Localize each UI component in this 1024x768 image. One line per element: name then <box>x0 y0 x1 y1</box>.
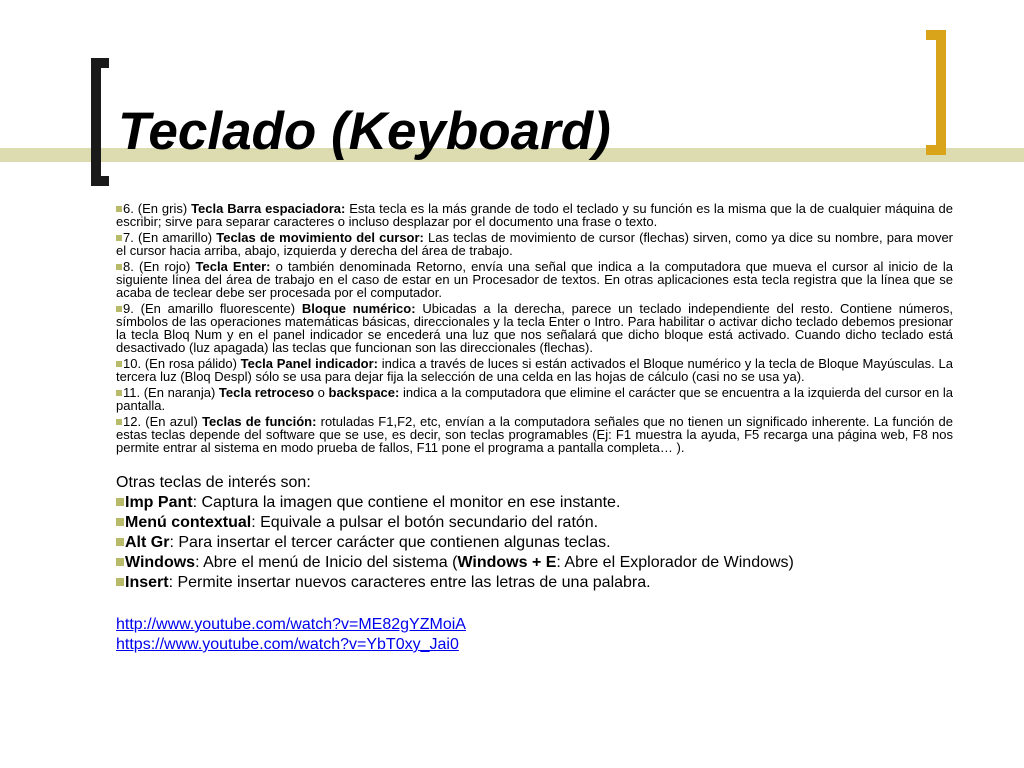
list-item: 10. (En rosa pálido) Tecla Panel indicador: indica a través de luces si están activados el Bloque numérico y la tecla de Bloque Mayúsculas. La tercera luz (Bloq Despl) sólo se usa para dejar fija la selección de una celda en las hojas de cálculo (casi no se usa ya). <box>116 356 953 384</box>
bullet-icon <box>116 264 122 270</box>
list-item: Menú contextual: Equivale a pulsar el botón secundario del ratón. <box>116 513 953 533</box>
bullet-icon <box>116 206 122 212</box>
list-item: 11. (En naranja) Tecla retroceso o backspace: indica a la computadora que elimine el carácter que se encuentra a la izquierda del cursor en la pantalla. <box>116 385 953 413</box>
bullet-icon <box>116 558 124 566</box>
page-title: Teclado (Keyboard) <box>118 102 611 161</box>
youtube-link-2[interactable]: https://www.youtube.com/watch?v=YbT0xy_Jai0 <box>116 636 459 653</box>
bullet-icon <box>116 306 122 312</box>
left-bracket-decoration <box>91 58 109 186</box>
list-item: 7. (En amarillo) Teclas de movimiento del cursor: Las teclas de movimiento de cursor (flechas) sirven, como ya dice su nombre, para mover el cursor hacia arriba, abajo, izquierda y derecha del área de trabajo. <box>116 230 954 258</box>
video-links <box>116 615 953 655</box>
list-item: 9. (En amarillo fluorescente) Bloque numérico: Ubicadas a la derecha, parece un teclado independiente del resto. Contiene números, símbolos de las operaciones matemáticas básicas, direccionales y la tecla Enter o Intro. Para habilitar o activar dicho teclado debemos presionar la tecla Bloq Num y en el panel indicador se encederá una luz que nos señalará que dicho bloque está activado. Cuando dicho teclado está desactivado (luz apagada) las teclas que funcionan son las direccionales (flechas). <box>116 301 953 355</box>
list-item: 6. (En gris) Tecla Barra espaciadora: Esta tecla es la más grande de todo el teclado y su función es la misma que la de cualquier máquina de escribir; sirve para separar caracteres o incluso desplazar por el documento una frase o texto. <box>116 201 954 229</box>
other-keys-heading: Otras teclas de interés son: <box>116 474 311 491</box>
list-item: 12. (En azul) Teclas de función: rotuladas F1,F2, etc, envían a la computadora señales que no tienen un significado inherente. La función de estas teclas depende del software que se use, es decir, son teclas programables (Ej: F1 muestra la ayuda, F5 recarga una página web, F8 nos permite entrar al sistema en modo prueba de fallos, F11 pone el programa a pantalla completa… ). <box>116 414 953 455</box>
bullet-icon <box>116 235 122 241</box>
bullet-icon <box>116 390 122 396</box>
list-item: Alt Gr: Para insertar el tercer carácter que contienen algunas teclas. <box>116 533 953 553</box>
list-item: Insert: Permite insertar nuevos caracteres entre las letras de una palabra. <box>116 573 953 593</box>
youtube-link-1[interactable]: http://www.youtube.com/watch?v=ME82gYZMoiA <box>116 616 466 633</box>
list-item: 8. (En rojo) Tecla Enter: o también denominada Retorno, envía una señal que indica a la computadora que mueva el cursor al inicio de la siguiente línea del área de trabajo en el caso de estar en un Procesador de textos. En otras aplicaciones esta tecla registra que la línea que se acaba de teclear debe ser procesada por el computador. <box>116 259 953 300</box>
list-item: Imp Pant: Captura la imagen que contiene el monitor en ese instante. <box>116 493 953 513</box>
list-item: Windows: Abre el menú de Inicio del sistema (Windows + E: Abre el Explorador de Windows) <box>116 553 953 573</box>
key-descriptions <box>116 202 953 454</box>
bullet-icon <box>116 498 124 506</box>
bullet-icon <box>116 419 122 425</box>
other-keys-section <box>116 473 953 593</box>
bullet-icon <box>116 518 124 526</box>
slide-body <box>116 202 953 655</box>
bullet-icon <box>116 578 124 586</box>
right-bracket-decoration <box>926 30 946 155</box>
bullet-icon <box>116 538 124 546</box>
bullet-icon <box>116 361 122 367</box>
